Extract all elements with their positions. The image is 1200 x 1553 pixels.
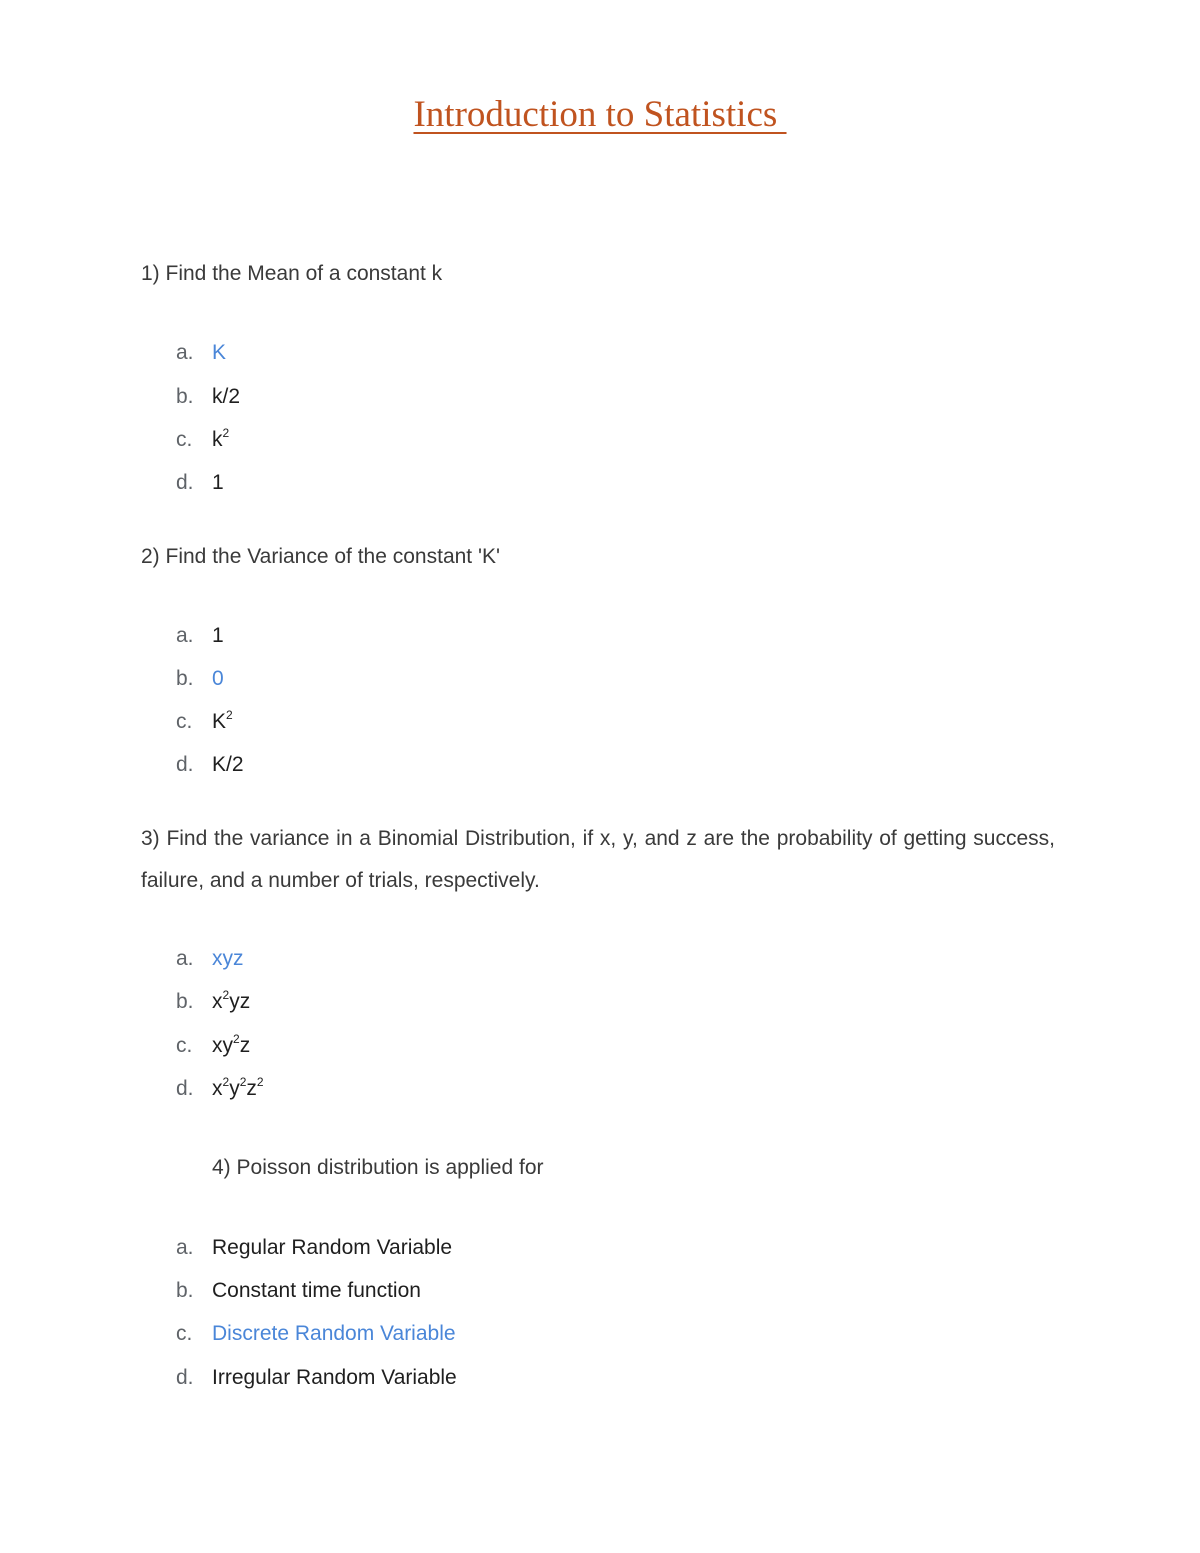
- option-letter: d.: [176, 1077, 194, 1100]
- option-1b[interactable]: [176, 383, 240, 411]
- option-text: k/2: [212, 385, 241, 408]
- option-4c[interactable]: [176, 1320, 456, 1348]
- option-text: $x^2yz$: [212, 988, 251, 1013]
- option-text: $k^2$: [212, 426, 230, 451]
- option-letter: d.: [176, 753, 194, 776]
- option-text: K/2: [212, 753, 244, 776]
- option-letter: d.: [176, 1366, 194, 1389]
- question-1: 1) Find the Mean of a constant k: [141, 262, 443, 285]
- option-3b[interactable]: [176, 988, 250, 1016]
- option-2c[interactable]: [176, 708, 233, 736]
- option-3d[interactable]: [176, 1075, 264, 1103]
- option-letter: b.: [176, 990, 194, 1013]
- option-letter: c.: [176, 1034, 193, 1057]
- option-3a[interactable]: [176, 945, 244, 973]
- option-text: Regular Random Variable: [212, 1236, 453, 1259]
- option-letter: b.: [176, 385, 194, 408]
- page-title: Introduction to Statistics: [413, 94, 787, 135]
- option-4b[interactable]: [176, 1277, 421, 1305]
- option-letter: a.: [176, 624, 194, 647]
- option-text: K: [212, 341, 227, 364]
- option-3c[interactable]: [176, 1032, 250, 1060]
- option-2a[interactable]: [176, 622, 224, 650]
- option-letter: d.: [176, 471, 194, 494]
- option-text: Constant time function: [212, 1279, 421, 1302]
- option-letter: b.: [176, 1279, 194, 1302]
- option-letter: c.: [176, 1322, 193, 1345]
- option-4d[interactable]: [176, 1364, 457, 1392]
- option-1c[interactable]: [176, 426, 229, 454]
- option-text: 1: [212, 624, 224, 647]
- option-text: Irregular Random Variable: [212, 1366, 457, 1389]
- option-text: 1: [212, 471, 224, 494]
- option-1d[interactable]: [176, 469, 224, 497]
- option-letter: a.: [176, 1236, 194, 1259]
- option-letter: b.: [176, 667, 194, 690]
- option-2b[interactable]: [176, 665, 224, 693]
- option-4a[interactable]: [176, 1234, 452, 1262]
- option-text: $x^2y^2z^2$: [212, 1075, 264, 1100]
- option-text: xyz: [212, 947, 244, 970]
- question-4: 4) Poisson distribution is applied for: [212, 1156, 544, 1179]
- option-text: Discrete Random Variable: [212, 1322, 456, 1345]
- question-3: 3) Find the variance in a Binomial Distribution, if x, y, and z are the probability of getting success, failure, and a number of trials, respectively.: [141, 827, 1055, 892]
- option-text: $K^2$: [212, 708, 233, 733]
- question-2: 2) Find the Variance of the constant 'K': [141, 545, 500, 568]
- option-2d[interactable]: [176, 751, 244, 779]
- option-text: 0: [212, 667, 224, 690]
- option-letter: a.: [176, 341, 194, 364]
- option-letter: a.: [176, 947, 194, 970]
- option-text: $xy^2z$: [212, 1032, 251, 1057]
- option-1a[interactable]: [176, 339, 226, 367]
- option-letter: c.: [176, 428, 193, 451]
- option-letter: c.: [176, 710, 193, 733]
